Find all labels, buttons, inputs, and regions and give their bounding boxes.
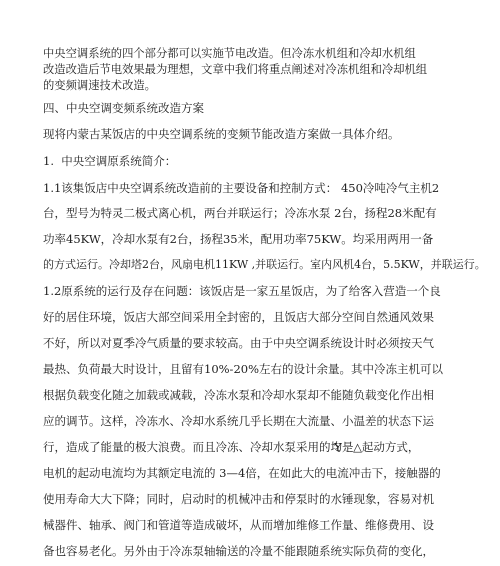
paragraph-line: 电机的起动电流均为其额定电流的 3—4倍，在如此大的电流冲击下，接触器的: [43, 466, 441, 480]
paragraph-line: 1.1该集饭店中央空调系统改造前的主要设备和控制方式： 450冷吨冷气主机2: [43, 181, 440, 195]
paragraph-line: 改造改造后节电效果最为理想，文章中我们将重点阐述对冷冻机组和冷却机组: [43, 63, 428, 76]
paragraph-line: 的变频调速技术改造。: [43, 79, 156, 92]
paragraph-line: 使用寿命大大下降；同时，启动时的机械冲击和停泵时的水锤现象，容易对机: [43, 492, 434, 506]
subsection-heading: 1. 中央空调原系统简介：: [43, 154, 177, 168]
paragraph-line: 根据负载变化随之加载或减载，冷冻水泵和冷却水泵却不能随负载变化作出相: [43, 388, 434, 402]
paragraph-line: 的方式运行。冷却塔2台，风扇电机11KW ,并联运行。室内风机4台，5.5KW，并联运行。: [43, 258, 486, 271]
paragraph-line: 不好，所以对夏季冷气质量的要求较高。由于中央空调系统设计时必须按天气: [43, 336, 434, 350]
paragraph-line: 最热、负荷最大时设计，且留有10%-20%左右的设计余量。其中冷冻主机可以: [43, 362, 444, 376]
paragraph-line: 中央空调系统的四个部分都可以实施节电改造。但冷冻水机组和冷却水机组: [43, 47, 416, 60]
section-heading: 四、中央空调变频系统改造方案: [43, 101, 204, 115]
paragraph-line: 功率45KW，冷却水泵有2台，扬程35米，配用功率75KW。均采用两用一备: [43, 232, 434, 246]
paragraph-line-tail: Y－△起动方式，: [334, 440, 420, 454]
paragraph-line: 台，型号为特灵二极式离心机，两台并联运行；冷冻水泵 2台，扬程28米配有: [43, 206, 437, 220]
paragraph-line: 1.2原系统的运行及存在问题：该饭店是一家五星饭店，为了给客入营造一个良: [43, 284, 441, 298]
paragraph-line: 械器件、轴承、阀门和管道等造成破坏，从而增加维修工作量、维修费用、设: [43, 518, 434, 532]
paragraph-line: 备也容易老化。另外由于冷冻泵轴输送的冷量不能跟随系统实际负荷的变化，: [43, 544, 434, 558]
paragraph-line: 行，造成了能量的极大浪费。而且冷冻、冷却水泵采用的均是: [43, 440, 354, 454]
paragraph-line: 好的居住环境，饭店大部空间采用全封密的，且饭店大部分空间自然通风效果: [43, 310, 434, 324]
paragraph-line: 现将内蒙古某饭店的中央空调系统的变频节能改造方案做一具体介绍。: [43, 127, 400, 141]
paragraph-line: 应的调节。这样，冷冻水、冷却水系统几乎长期在大流量、小温差的状态下运: [43, 414, 434, 428]
